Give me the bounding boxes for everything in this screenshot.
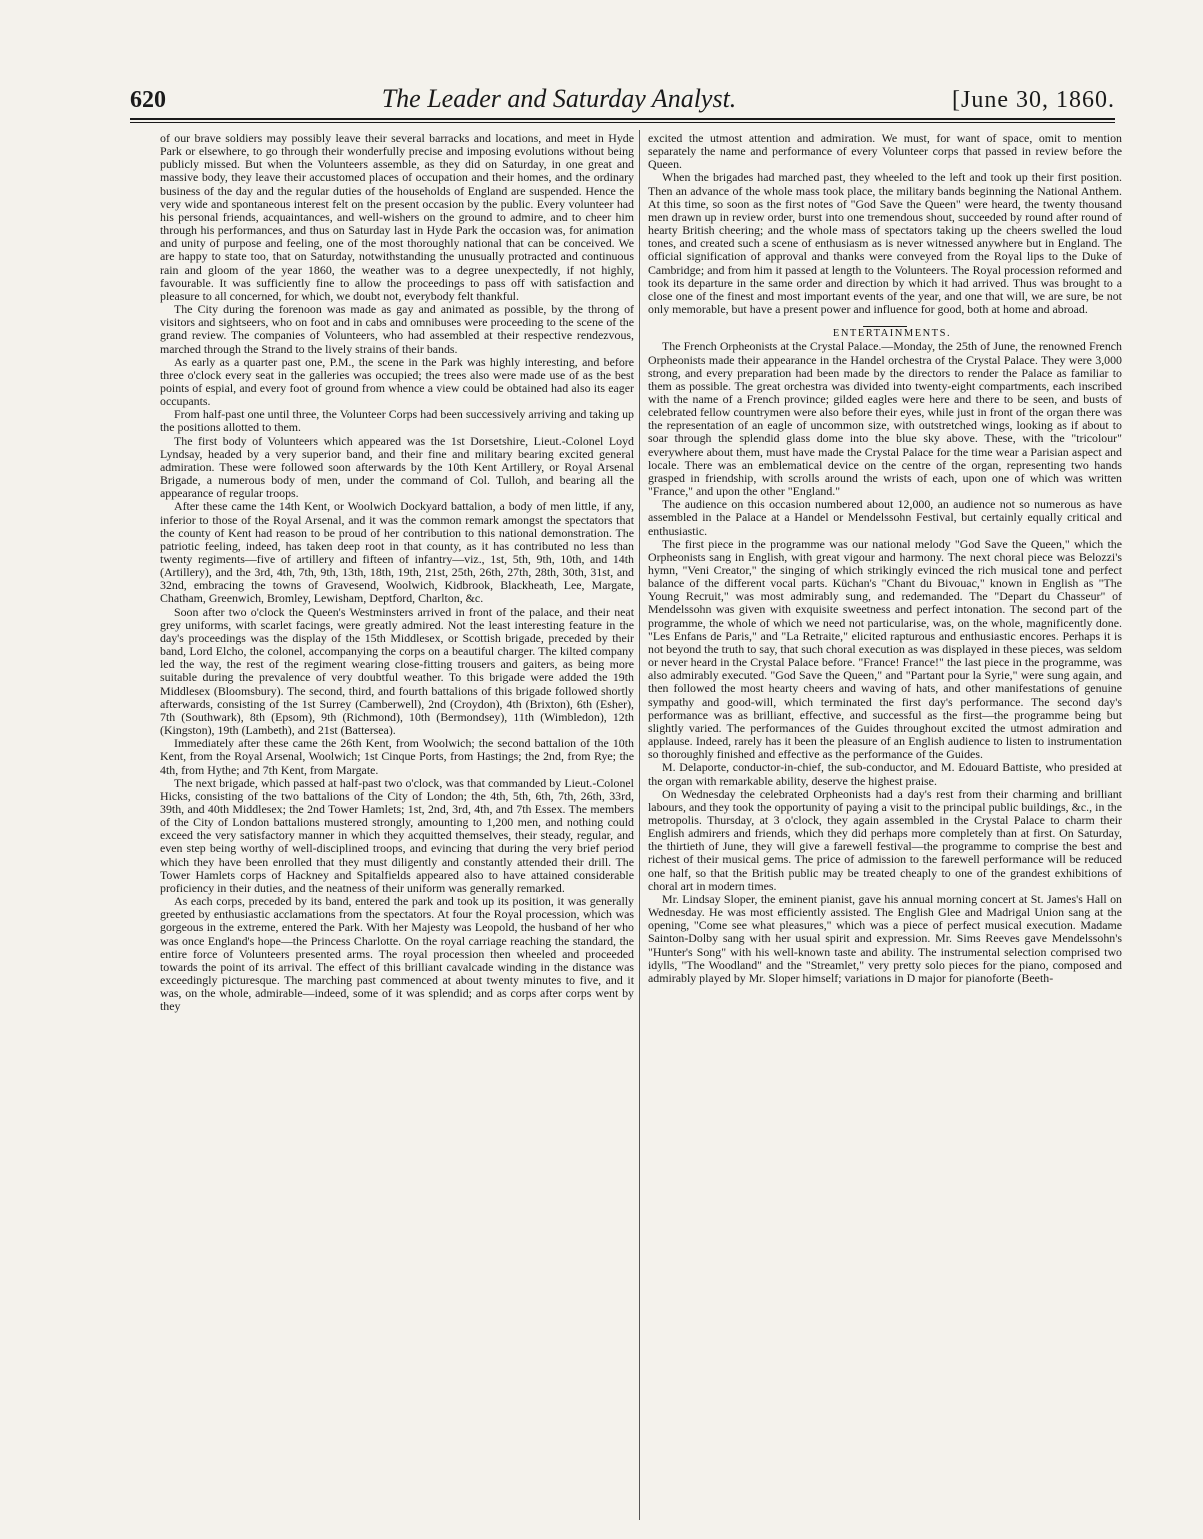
paragraph: On Wednesday the celebrated Orpheonists had a day's rest from their charming and brilliant labours, and they took the opportunity of paying a visit to the principal public buildings, &c., in the metropolis. Thursday, at 3 o'clock, they again assembled in the Crystal Palace to charm their English admirers and friends, which they did perhaps more completely than at first. On Saturday, the thirtieth of June, they will give a farewell festival—the programme to comprise the best and richest of their musical gems. The price of admission to the farewell performance will be reduced one half, so that the British public may be treated cheaply to one of the grandest exhibitions of choral art in modern times. xyxy=(648,786,1122,893)
paragraph: Soon after two o'clock the Queen's Westminsters arrived in front of the palace, and their neat grey uniforms, with scarlet facings, were greatly admired. Not the least interesting feature in the day's proceedings was the display of the 15th Middlesex, or Scottish brigade, preceded by their band, Lord Elcho, the colonel, accompanying the corps on a beautiful charger. The kilted company led the way, the rest of the regiment wearing close-fitting trousers and gaiters, as being more suitable during the prevalence of very doubtful weather. To this brigade were added the 19th Middlesex (Bloomsbury). The second, third, and fourth battalions of this brigade followed shortly afterwards, consisting of the 1st Surrey (Camberwell), 2nd (Croydon), 4th (Brixton), 6th (Esher), 7th (Southwark), 8th (Epsom), 9th (Richmond), 10th (Bermondsey), 11th (Wimbledon), 12th (Kingston), 19th (Lambeth), and 21st (Battersea). xyxy=(160,604,634,738)
paragraph: The first piece in the programme was our national melody "God Save the Queen," which the Orpheonists sang in English, with great vigour and harmony. The next choral piece was Belozzi's hymn, "Veni Creator," the singing of which strikingly evinced the rich musical tone and perfect balance of the different vocal parts. Küchan's "Chant du Bivouac," known in English as "The Young Recruit," was most admirably sung, and redemanded. The "Depart du Chasseur" of Mendelssohn was given with exquisite sweetness and perfect intonation. The second part of the programme, the whole of which we need not particularise, was, on the whole, magnificently done. "Les Enfans de Paris," and "La Retraite," elicited rapturous and enthusiastic encores. Perhaps it is not beyond the truth to say, that such choral execution as was displayed in these pieces, was seldom or never heard in the Crystal Palace before. "France! France!" the last piece in the programme, was also admirably executed. "God Save the Queen," and "Partant pour la Syrie," were sung again, and then followed the most hearty cheers and waving of hats, and other manifestations of genuine sympathy and good-will, which terminated the first day's performance. The second day's performance was as brilliant, effective, and successful as the first—the programme being but slightly varied. The performances of the Guides throughout excited the utmost admiration and applause. Indeed, rarely has it been the pleasure of an English audience to listen to instrumentation so thoroughly finished and effective as the performance of the Guides. xyxy=(648,536,1122,762)
issue-date: [June 30, 1860. xyxy=(952,87,1115,113)
header-rule-thin xyxy=(130,122,1115,123)
paragraph: The next brigade, which passed at half-past two o'clock, was that commanded by Lieut.-Colonel Hicks, consisting of the two battalions of the City of London; the 4th, 5th, 6th, 7th, 26th, 33rd, 39th, and 40th Middlesex; the 2nd Tower Hamlets; 1st, 2nd, 3rd, 4th, and 7th Essex. The members of the City of London battalions mustered strongly, amounting to 1,200 men, and nothing could exceed the very satisfactory manner in which they acquitted themselves, their steady, regular, and even step being worthy of well-disciplined troops, and evincing that during the very brief period which they have been enrolled that they must diligently and constantly attended their drill. The Tower Hamlets corps of Hackney and Spitalfields appeared also to have attained considerable proficiency in their duties, and the neatness of their uniform was generally remarked. xyxy=(160,775,634,895)
paragraph: excited the utmost attention and admiration. We must, for want of space, omit to mention separately the name and performance of every Volunteer corps that passed in review before the Queen. xyxy=(648,132,1122,172)
paragraph: After these came the 14th Kent, or Woolwich Dockyard battalion, a body of men little, if any, inferior to those of the Royal Arsenal, and it was the common remark amongst the spectators that the county of Kent had reason to be proud of her contribution to this national demonstration. The patriotic feeling, indeed, has taken deep root in that county, as it has contributed no less than twenty regiments—five of artillery and fifteen of infantry—viz., 1st, 5th, 9th, 10th, and 14th (Artillery), and the 3rd, 4th, 7th, 9th, 13th, 18th, 19th, 21st, 25th, 26th, 27th, 28th, 30th, 31st, and 32nd, embracing the towns of Gravesend, Woolwich, Kidbrook, Blackheath, Lee, Margate, Chatham, Greenwich, Bromley, Lewisham, Deptford, Charlton, &c. xyxy=(160,499,634,606)
paragraph: The City during the forenoon was made as gay and animated as possible, by the throng of visitors and sightseers, who on foot and in cabs and omnibuses were proceeding to the scene of the grand review. The companies of Volunteers, who had assembled at their respective rendezvous, marched through the Strand to the lively strains of their bands. xyxy=(160,302,634,356)
publication-title: The Leader and Saturday Analyst. xyxy=(381,84,737,113)
right-column xyxy=(648,132,1122,1522)
paragraph: Mr. Lindsay Sloper, the eminent pianist, gave his annual morning concert at St. James's Hall on Wednesday. He was most efficiently assisted. The English Glee and Madrigal Union sang at the opening, "Come see what pleasures," which was a piece of perfect musical execution. Madame Sainton-Dolby sang with her usual spirit and expression. Mr. Sims Reeves gave Mendelssohn's "Hunter's Song" with his well-known taste and ability. The instrumental selection comprised two idylls, "The Woodland" and the "Streamlet," very pretty solo pieces for the piano, composed and admirably played by Mr. Sloper himself; variations in D major for pianoforte (Beeth- xyxy=(648,891,1122,985)
paragraph: As early as a quarter past one, P.M., the scene in the Park was highly interesting, and before three o'clock every seat in the galleries was occupied; the trees also were made use of as the best points of espial, and every foot of ground from whence a view could be obtained had also its eager occupants. xyxy=(160,354,634,409)
page-number: 620 xyxy=(130,87,166,113)
paragraph: When the brigades had marched past, they wheeled to the left and took up their first position. Then an advance of the whole mass took place, the military bands beginning the National Anthem. At this time, so soon as the first notes of "God Save the Queen" were heard, the twenty thousand men drawn up in review order, burst into one tremendous shout, succeeded by round after round of hearty British cheering; and the whole mass of spectators taking up the cheers swelled the loud tones, and created such a scene of enthusiasm as is never witnessed anywhere but in England. The official signification of approval and thanks were conveyed from the Royal lips to the Duke of Cambridge; and from him it passed at length to the Volunteers. The Royal procession reformed and took its departure in the same order and direction by which it had arrived. Thus was brought to a close one of the finest and most important events of the year, and one that will, we are sure, be not only memorable, but have a present power and influence for good, both at home and abroad. xyxy=(648,170,1122,317)
paragraph: of our brave soldiers may possibly leave their several barracks and locations, and meet in Hyde Park or elsewhere, to go through their wonderfully precise and imposing evolutions without being publicly missed. But when the Volunteers assemble, as they did on Saturday, in one great and massive body, they leave their accustomed places of occupation and their homes, and the ordinary business of the day and the regular duties of the households of England are suspended. Hence the very wide and spontaneous interest felt on the present occasion by the public. Every volunteer had his personal friends, acquaintances, and well-wishers on the ground to admire, and to cheer him through his performances, and thus on Saturday last in Hyde Park the occasion was, for animation and unity of purpose and feeling, one of the most thoroughly national that can be conceived. We are happy to state too, that on Saturday, notwithstanding the unusually protracted and continuous rain and gloom of the year 1860, the weather was to a degree unexpectedly, if not highly, favourable. It was sufficiently fine to allow the proceedings to pass off with satisfaction and pleasure to all concerned, for which, we doubt not, everybody felt thankful. xyxy=(160,132,634,303)
paragraph: The French Orpheonists at the Crystal Palace.—Monday, the 25th of June, the renowned French Orpheonists made their appearance in the Handel orchestra of the Crystal Palace. They were 3,000 strong, and every preparation had been made by the directors to render the Palace as familiar to them as possible. The great orchestra was divided into twenty-eight compartments, each inscribed with the name of a French province; gilded eagles were here and there to be seen, and busts of celebrated fellow countrymen were also before their eyes, while just in front of the organ there was the representation of an eagle of uncommon size, with outstretched wings, looking as if about to soar through the splendid glass dome into the blue sky above. These, with the "tricolour" everywhere about them, must have made the Crystal Palace for the time wear a Parisian aspect and locale. There was an emblematical device on the centre of the organ, representing two hands grasped in friendship, with scrolls around the wrists of each, upon one of which was written "France," and upon the other "England." xyxy=(648,339,1122,499)
column-divider xyxy=(639,130,640,1520)
section-heading: ENTERTAINMENTS. xyxy=(832,328,952,340)
paragraph: As each corps, preceded by its band, entered the park and took up its position, it was generally greeted by enthusiastic acclamations from the spectators. At four the Royal procession, which was gorgeous in the extreme, entered the Park. With her Majesty was Leopold, the husband of her who was once England's hope—the Princess Charlotte. On the royal carriage reaching the standard, the entire force of Volunteers presented arms. The royal procession then wheeled and proceeded towards the point of its arrival. The effect of this brilliant cavalcade winding in the distance was exceedingly picturesque. The marching past commenced at about twenty minutes to five, and it was, on the whole, admirable—indeed, some of it was splendid; and as corps after corps went by they xyxy=(160,894,634,1014)
page-header xyxy=(130,84,1115,118)
paragraph: Immediately after these came the 26th Kent, from Woolwich; the second battalion of the 10th Kent, from the Royal Arsenal, Woolwich; 1st Cinque Ports, from Hastings; the 2nd, from Rye; the 4th, from Hythe; and 7th Kent, from Margate. xyxy=(160,736,634,777)
paragraph: The first body of Volunteers which appeared was the 1st Dorsetshire, Lieut.-Colonel Loyd Lyndsay, headed by a very superior band, and their fine and military bearing excited general admiration. These were followed soon afterwards by the 10th Kent Artillery, or Royal Arsenal Brigade, a numerous body of men, under the command of Col. Tulloh, and bearing all the appearance of regular troops. xyxy=(160,433,634,501)
paragraph: M. Delaporte, conductor-in-chief, the sub-conductor, and M. Edouard Battiste, who presided at the organ with remarkable ability, deserve the highest praise. xyxy=(648,760,1122,788)
paragraph: From half-past one until three, the Volunteer Corps had been successively arriving and taking up the positions allotted to them. xyxy=(160,407,634,435)
paragraph: The audience on this occasion numbered about 12,000, an audience not so numerous as have assembled in the Palace at a Handel or Mendelssohn Festival, but certainly equally critical and enthusiastic. xyxy=(648,497,1122,538)
header-rule xyxy=(130,118,1115,120)
left-column xyxy=(160,132,634,1522)
